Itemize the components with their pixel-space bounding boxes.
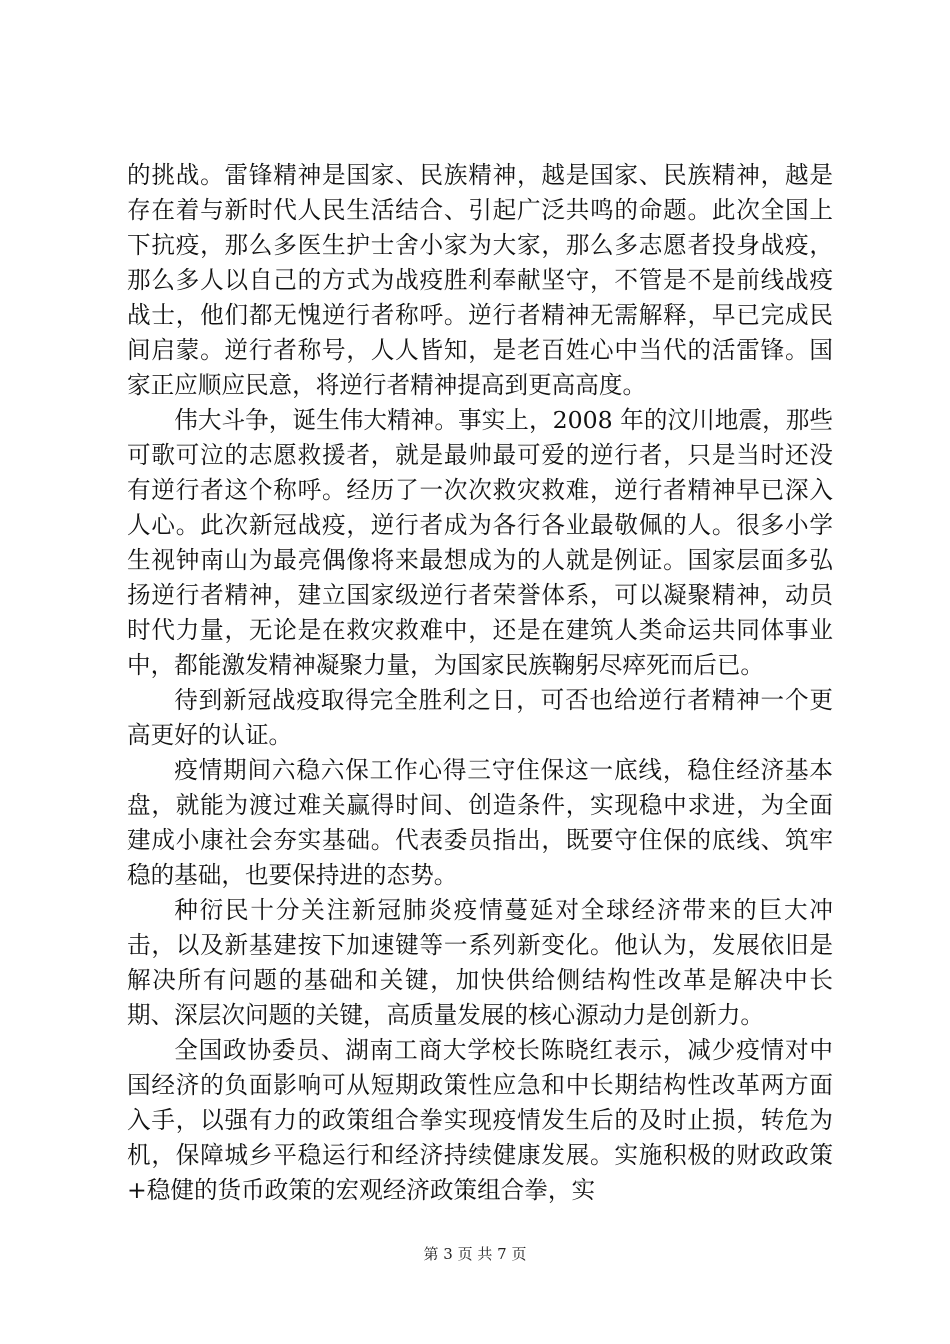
page-number: 第 3 页 共 7 页 <box>423 1245 527 1263</box>
paragraph-2: 伟大斗争，诞生伟大精神。事实上，2008 年的汶川地震，那些可歌可泣的志愿救援者，就是最帅最可爱的逆行者，只是当时还没有逆行者这个称呼。经历了一次次救灾救难，逆行者精神早已深入人心。此次新冠战疫，逆行者成为各行各业最敬佩的人。很多小学生视钟南山为最亮偶像将来最想成为的人就是例证。国家层面多弘扬逆行者精神，建立国家级逆行者荣誉体系，可以凝聚精神，动员时代力量，无论是在救灾救难中，还是在建筑人类命运共同体事业中，都能激发精神凝聚力量，为国家民族鞠躬尽瘁死而后已。 <box>127 406 833 679</box>
paragraph-5: 种衍民十分关注新冠肺炎疫情蔓延对全球经济带来的巨大冲击，以及新基建按下加速键等一系列新变化。他认为，发展依旧是解决所有问题的基础和关键，加快供给侧结构性改革是解决中长期、深层次问题的关键，高质量发展的核心源动力是创新力。 <box>127 896 833 1029</box>
page-footer <box>0 1244 950 1264</box>
paragraph-4: 疫情期间六稳六保工作心得三守住保这一底线，稳住经济基本盘，就能为渡过难关赢得时间、创造条件，实现稳中求进，为全面建成小康社会夯实基础。代表委员指出，既要守住保的底线、筑牢稳的基础，也要保持进的态势。 <box>127 756 833 889</box>
paragraph-6: 全国政协委员、湖南工商大学校长陈晓红表示，减少疫情对中国经济的负面影响可从短期政策性应急和中长期结构性改革两方面入手，以强有力的政策组合拳实现疫情发生后的及时止损，转危为机，保障城乡平稳运行和经济持续健康发展。实施积极的财政政策+稳健的货币政策的宏观经济政策组合拳，实 <box>127 1036 833 1204</box>
paragraph-1: 的挑战。雷锋精神是国家、民族精神，越是国家、民族精神，越是存在着与新时代人民生活结合、引起广泛共鸣的命题。此次全国上下抗疫，那么多医生护士舍小家为大家，那么多志愿者投身战疫，那么多人以自己的方式为战疫胜利奉献坚守，不管是不是前线战疫战士，他们都无愧逆行者称呼。逆行者精神无需解释，早已完成民间启蒙。逆行者称号，人人皆知，是老百姓心中当代的活雷锋。国家正应顺应民意，将逆行者精神提高到更高高度。 <box>127 161 833 399</box>
paragraph-3: 待到新冠战疫取得完全胜利之日，可否也给逆行者精神一个更高更好的认证。 <box>127 686 833 749</box>
document-body <box>127 158 833 1208</box>
